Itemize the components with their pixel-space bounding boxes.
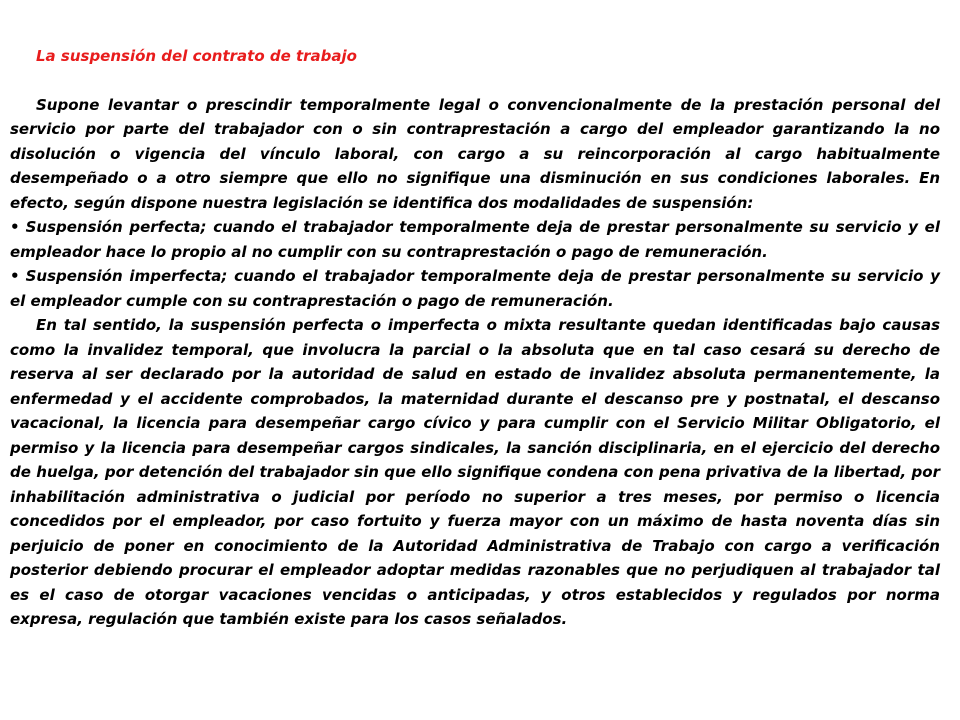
- bullet-item-imperfecta: [10, 264, 940, 313]
- intro-paragraph: Supone levantar o prescindir temporalmente legal o convencionalmente de la prestación personal del servicio por parte del trabajador con o sin contraprestación a cargo del empleador garantizando la no disolución o vigencia del vínculo laboral, con cargo a su reincorporación al cargo habitualmente desempeñado o a otro siempre que ello no signifique una disminución en sus condiciones laborales. En efecto, según dispone nuestra legislación se identifica dos modalidades de suspensión:: [10, 95, 940, 212]
- bullet-icon: •: [10, 218, 20, 236]
- bullet-text: Suspensión imperfecta; cuando el trabajador temporalmente deja de prestar personalmente su servicio y el empleador cumple con su contraprestación o pago de remuneración.: [10, 267, 940, 310]
- document-title: La suspensión del contrato de trabajo: [36, 47, 357, 65]
- bullet-text: Suspensión perfecta; cuando el trabajador temporalmente deja de prestar personalmente su servicio y el empleador hace lo propio al no cumplir con su contraprestación o pago de remuneración.: [10, 218, 940, 261]
- closing-paragraph: En tal sentido, la suspensión perfecta o imperfecta o mixta resultante quedan identificadas bajo causas como la invalidez temporal, que involucra la parcial o la absoluta que en tal caso cesará su derecho de reserva al ser declarado por la autoridad de salud en estado de invalidez absoluta permanentemente, la enfermedad y el accidente comprobados, la maternidad durante el descanso pre y postnatal, el descanso vacacional, la licencia para desempeñar cargo cívico y para cumplir con el Servicio Militar Obligatorio, el permiso y la licencia para desempeñar cargos sindicales, la sanción disciplinaria, en el ejercicio del derecho de huelga, por detención del trabajador sin que ello signifique condena con pena privativa de la libertad, por inhabilitación administrativa o judicial por período no superior a tres meses, por permiso o licencia concedidos por el empleador, por caso fortuito y fuerza mayor con un máximo de hasta noventa días sin perjuicio de poner en conocimiento de la Autoridad Administrativa de Trabajo con cargo a verificación posterior debiendo procurar el empleador adoptar medidas razonables que no perjudiquen al trabajador tal es el caso de otorgar vacaciones vencidas o anticipadas, y otros establecidos y regulados por norma expresa, regulación que también existe para los casos señalados.: [10, 316, 940, 628]
- bullet-item-perfecta: [10, 215, 940, 264]
- bullet-icon: •: [10, 267, 20, 285]
